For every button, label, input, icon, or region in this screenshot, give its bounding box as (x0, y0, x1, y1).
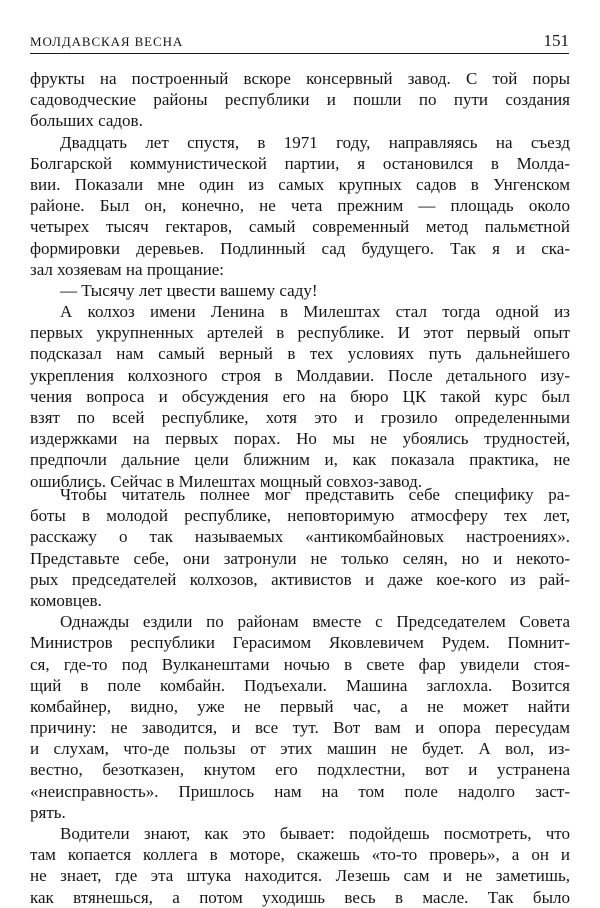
text-line: взят по всей республике, хотя это и грозило определенными (30, 408, 570, 427)
running-head (30, 29, 569, 54)
text-line: вии. Показали мне один из самых крупных садов в Унгенском (30, 174, 570, 194)
text-line: — Тысячу лет цвести вашему саду! (60, 280, 318, 300)
text-line: не знает, где эта штука находится. Лезешь сам и не заметишь, (30, 866, 570, 886)
text-line: Водители знают, как это бывает: подойдешь посмотреть, что (60, 824, 570, 843)
text-line: предпочли дальние цели ближним и, как показала практика, не (30, 450, 570, 470)
text-block-upper (30, 68, 570, 492)
text-line: Болгарской коммунистической партии, я остановился в Молда- (30, 153, 570, 173)
text-line: ся, где-то под Вулканештами ночью в свете фар увидели стоя- (30, 654, 570, 674)
text-line: расскажу о так называемых «антикомбайновых настроениях». (30, 527, 570, 547)
text-line: рять. (30, 802, 66, 822)
text-line: «неисправность». Пришлось нам на том поле надолго заст- (30, 781, 570, 801)
text-line: Представьте себе, они затронули не только селян, но и некото- (30, 548, 570, 568)
text-line: подсказал нам самый верный в тех условиях путь дальнейшего (30, 344, 570, 364)
text-line: первых укрупненных артелей в республике. И этот первый опыт (30, 323, 570, 343)
text-line: больших садов. (30, 111, 143, 131)
text-line: комовцев. (30, 590, 102, 610)
text-line: Двадцать лет спустя, в 1971 году, направляясь на съезд (60, 132, 570, 152)
text-line: и слухам, что-де пользы от этих машин не будет. А вол, из- (30, 739, 570, 759)
text-line: А колхоз имени Ленина в Милештах стал тогда одной из (60, 302, 570, 322)
text-line: там копается коллега в моторе, скажешь «то-то проверь», а он и (30, 845, 570, 865)
text-line: Министров республики Герасимом Яковлевичем Рудем. Помнит- (30, 633, 570, 653)
text-line: Чтобы читатель полнее мог представить себе специфику ра- (60, 485, 570, 504)
section-title: МОЛДАВСКАЯ ВЕСНА (30, 34, 184, 49)
text-line: формировки деревьев. Подлинный сад будущего. Так я и ска- (30, 238, 570, 258)
text-line: четырех тысяч гектаров, самый современный метод пальмєтной (30, 217, 570, 237)
text-line: комбайнер, видно, уже не первый час, а не может найти (30, 696, 570, 716)
text-line: чения вопроса и обсуждения его на бюро ЦК такой курс был (30, 386, 570, 406)
text-line: Однажды ездили по районам вместе с Председателем Совета (60, 612, 570, 632)
text-line: рых председателей колхозов, активистов и даже кое-кого из рай- (30, 569, 570, 589)
text-line: зал хозяевам на прощание: (30, 259, 225, 279)
text-line: районе. Был он, конечно, не чета прежним — площадь около (30, 196, 570, 216)
text-line: садоводческие районы республики и пошли по пути создания (30, 90, 570, 110)
text-line: фрукты на построенный вскоре консервный завод. С той поры (30, 69, 570, 88)
text-line: щий в поле комбайн. Подъехали. Машина заглохла. Возится (30, 675, 570, 695)
text-line: причину: не заводится, и все тут. Вот вам и опора пересудам (30, 718, 570, 738)
text-line: вестно, безотказен, кнутом его подхлестни, вот и устранена (30, 760, 570, 780)
text-line: издержками на первых порах. Но мы не убоялись трудностей, (30, 429, 570, 449)
text-block-lower (30, 484, 570, 908)
text-line: как втянешься, а потом уходишь весь в масле. Так было (30, 887, 570, 907)
text-line: укрепления колхозного строя в Молдавии. После детального изу- (30, 365, 570, 385)
text-line: ошиблись. Сейчас в Милештах мощный совхоз-завод. (30, 471, 423, 491)
page-number: 151 (543, 31, 569, 50)
text-line: боты в молодой республике, неповторимую атмосферу тех лет, (30, 506, 570, 526)
